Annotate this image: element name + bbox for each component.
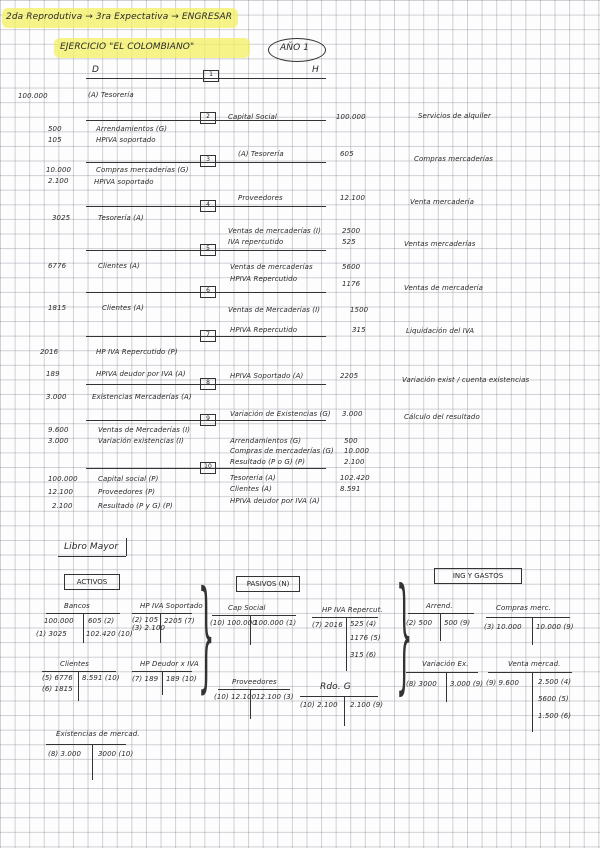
debit-account: Resultado (P y G) (P) bbox=[98, 502, 173, 510]
t-stem bbox=[346, 617, 347, 671]
t-bar bbox=[406, 672, 478, 673]
entry-number: 8 bbox=[200, 378, 216, 390]
account-name: Clientes bbox=[60, 660, 90, 668]
credit-amount: 10.000 bbox=[344, 447, 370, 455]
debit-account: Clientes (A) bbox=[98, 262, 140, 270]
debit-amount: 6776 bbox=[48, 262, 67, 270]
credit-account: Variación de Existencias (G) bbox=[230, 410, 331, 418]
debit-account: Variación existencias (I) bbox=[98, 437, 184, 445]
ledger-left: (3) 2.100 bbox=[132, 624, 166, 632]
col-d-label: D bbox=[92, 65, 100, 75]
t-bar bbox=[46, 744, 126, 745]
entry-number: 10 bbox=[200, 462, 216, 474]
t-stem bbox=[78, 671, 79, 701]
ledger-left: (2) 105 bbox=[132, 616, 159, 624]
t-stem bbox=[440, 613, 441, 641]
ledger-left: (7) 189 bbox=[132, 675, 159, 683]
side-note: Servicios de alquiler bbox=[418, 112, 491, 120]
ledger-right: 8.591 (10) bbox=[82, 674, 120, 682]
credit-amount: 2205 bbox=[340, 372, 359, 380]
ledger-left: (9) 9.600 bbox=[486, 679, 520, 687]
t-bar bbox=[486, 617, 570, 618]
credit-amount: 2500 bbox=[342, 227, 361, 235]
credit-amount: 1176 bbox=[342, 280, 361, 288]
t-stem bbox=[532, 617, 533, 645]
t-bar bbox=[132, 613, 192, 614]
ledger-left: (10) 2.100 bbox=[300, 701, 338, 709]
ledger-right: 1.500 (6) bbox=[538, 712, 572, 720]
t-bar bbox=[408, 613, 474, 614]
ledger-title: Libro Mayor bbox=[64, 542, 119, 552]
side-note: Cálculo del resultado bbox=[404, 413, 480, 421]
credit-account: IVA repercutido bbox=[228, 238, 284, 246]
entry-number: 6 bbox=[200, 286, 216, 298]
ledger-left: (8) 3000 bbox=[406, 680, 437, 688]
ledger-right: 189 (10) bbox=[166, 675, 197, 683]
debit-amount: 2.100 bbox=[48, 177, 69, 185]
ledger-right: 2.100 (9) bbox=[350, 701, 384, 709]
credit-amount: 102.420 bbox=[340, 474, 370, 482]
debit-account: HP IVA Repercutido (P) bbox=[96, 348, 178, 356]
side-note: Ventas de mercadería bbox=[404, 284, 484, 292]
entry-number: 5 bbox=[200, 244, 216, 256]
debit-amount: 1815 bbox=[48, 304, 67, 312]
debit-amount: 2016 bbox=[40, 348, 59, 356]
account-name: Bancos bbox=[64, 602, 90, 610]
debit-amount: 12.100 bbox=[48, 488, 74, 496]
ledger-right: 525 (4) bbox=[350, 620, 377, 628]
ledger-left: (3) 10.000 bbox=[484, 623, 522, 631]
credit-account: Arrendamientos (G) bbox=[230, 437, 302, 445]
t-bar bbox=[488, 672, 572, 673]
debit-amount: 2.100 bbox=[52, 502, 73, 510]
credit-account: Ventas de mercaderías bbox=[230, 263, 313, 271]
credit-account: Capital Social bbox=[228, 113, 277, 121]
credit-amount: 315 bbox=[352, 326, 366, 334]
account-name: Cap Social bbox=[228, 604, 266, 612]
debit-account: Proveedores (P) bbox=[98, 488, 156, 496]
debit-account: Tesorería (A) bbox=[98, 214, 144, 222]
account-name: Variación Ex. bbox=[422, 660, 469, 668]
account-name: Rdo. G bbox=[320, 682, 351, 692]
ledger-right: 2.500 (4) bbox=[538, 678, 572, 686]
side-note: Ventas mercaderías bbox=[404, 240, 476, 248]
ledger-right: 2205 (7) bbox=[164, 617, 195, 625]
debit-amount: 189 bbox=[46, 370, 60, 378]
credit-amount: 3.000 bbox=[342, 410, 363, 418]
t-bar bbox=[312, 617, 378, 618]
credit-account: HPIVA deudor por IVA (A) bbox=[230, 497, 320, 505]
debit-account: HPIVA soportado bbox=[94, 178, 154, 186]
ledger-right: 10.000 (9) bbox=[536, 623, 574, 631]
ledger-left: (5) 6776 bbox=[42, 674, 73, 682]
t-bar bbox=[42, 671, 116, 672]
debit-amount: 3.000 bbox=[48, 437, 69, 445]
account-name: Arrend. bbox=[426, 602, 453, 610]
ledger-right: 100.000 (1) bbox=[254, 619, 297, 627]
col-h-label: H bbox=[312, 65, 319, 75]
debit-amount: 500 bbox=[48, 125, 62, 133]
debit-amount: 100.000 bbox=[18, 92, 48, 100]
t-stem bbox=[532, 672, 533, 732]
credit-account: (A) Tesorería bbox=[238, 150, 284, 158]
credit-amount: 5600 bbox=[342, 263, 361, 271]
account-name: HP Deudor x IVA bbox=[140, 660, 199, 668]
ledger-left: (8) 3.000 bbox=[48, 750, 82, 758]
debit-account: Compras mercaderías (G) bbox=[96, 166, 189, 174]
debit-amount: 9.600 bbox=[48, 426, 69, 434]
exercise-title: EJERCICIO "EL COLOMBIANO" bbox=[60, 42, 195, 52]
debit-account: Existencias Mercaderías (A) bbox=[92, 393, 192, 401]
t-bar bbox=[300, 696, 378, 697]
t-stem bbox=[344, 696, 345, 726]
credit-amount: 2.100 bbox=[344, 458, 365, 466]
t-bar bbox=[218, 689, 290, 690]
entry-number: 7 bbox=[200, 330, 216, 342]
ledger-right: 500 (9) bbox=[444, 619, 471, 627]
credit-account: Tesorería (A) bbox=[230, 474, 276, 482]
credit-amount: 500 bbox=[344, 437, 358, 445]
credit-amount: 1500 bbox=[350, 306, 369, 314]
account-name: Proveedores bbox=[232, 678, 277, 686]
debit-account: (A) Tesorería bbox=[88, 91, 134, 99]
ledger-left: (10) 100.000 bbox=[210, 619, 257, 627]
ledger-right: 315 (6) bbox=[350, 651, 377, 659]
entry-number: 9 bbox=[200, 414, 216, 426]
group-activos: ACTIVOS bbox=[64, 574, 120, 590]
credit-amount: 605 bbox=[340, 150, 354, 158]
header-title-line: 2da Reprodutiva → 3ra Expectativa → ENGRESAR bbox=[6, 12, 233, 22]
credit-account: Compras de mercaderías (G) bbox=[230, 447, 334, 455]
account-name: Compras merc. bbox=[496, 604, 551, 612]
ledger-title-underline bbox=[58, 556, 126, 557]
debit-amount: 10.000 bbox=[46, 166, 72, 174]
account-name: HP IVA Soportado bbox=[140, 602, 203, 610]
debit-account: HPIVA deudor por IVA (A) bbox=[96, 370, 186, 378]
ledger-right: 12.100 (3) bbox=[256, 693, 294, 701]
t-stem bbox=[162, 671, 163, 695]
ledger-title-mark bbox=[126, 538, 127, 556]
ledger-right: 3.000 (9) bbox=[450, 680, 484, 688]
ledger-left: (6) 1815 bbox=[42, 685, 73, 693]
credit-account: HPIVA Repercutido bbox=[230, 275, 298, 283]
side-note: Compras mercaderías bbox=[414, 155, 494, 163]
brace-left: } bbox=[198, 570, 215, 708]
group-pasivos: PASIVOS (N) bbox=[236, 576, 300, 592]
debit-amount: 100.000 bbox=[48, 475, 78, 483]
credit-amount: 8.591 bbox=[340, 485, 361, 493]
account-name: Venta mercad. bbox=[508, 660, 561, 668]
ledger-right: 3000 (10) bbox=[98, 750, 134, 758]
debit-account: HPIVA soportado bbox=[96, 136, 156, 144]
brace-right: } bbox=[396, 566, 413, 710]
ledger-left: (2) 500 bbox=[406, 619, 433, 627]
debit-amount: 3025 bbox=[52, 214, 71, 222]
debit-amount: 105 bbox=[48, 136, 62, 144]
t-stem bbox=[92, 744, 93, 780]
credit-account: HPIVA Repercutido bbox=[230, 326, 298, 334]
credit-account: Ventas de Mercaderías (I) bbox=[228, 306, 321, 314]
ledger-right: 5600 (5) bbox=[538, 695, 569, 703]
debit-account: Capital social (P) bbox=[98, 475, 159, 483]
ledger-left: 100.000 bbox=[44, 617, 74, 625]
entry-number: 3 bbox=[200, 155, 216, 167]
credit-account: Clientes (A) bbox=[230, 485, 272, 493]
ledger-left: (7) 2016 bbox=[312, 621, 343, 629]
t-stem bbox=[83, 613, 84, 643]
ledger-left: (1) 3025 bbox=[36, 630, 67, 638]
credit-account: HPIVA Soportado (A) bbox=[230, 372, 304, 380]
account-name: HP IVA Repercut. bbox=[322, 606, 383, 614]
debit-account: Arrendamientos (G) bbox=[96, 125, 168, 133]
credit-amount: 12.100 bbox=[340, 194, 366, 202]
side-note: Variación exist / cuenta existencias bbox=[402, 376, 530, 384]
credit-account: Ventas de mercaderías (I) bbox=[228, 227, 321, 235]
credit-amount: 525 bbox=[342, 238, 356, 246]
side-note: Liquidación del IVA bbox=[406, 327, 475, 335]
year-label: AÑO 1 bbox=[280, 43, 310, 53]
t-bar bbox=[212, 615, 296, 616]
ledger-right: 605 (2) bbox=[88, 617, 115, 625]
entry-number: 1 bbox=[203, 70, 219, 82]
ledger-right: 102.420 (10) bbox=[86, 630, 133, 638]
side-note: Venta mercadería bbox=[410, 198, 474, 206]
credit-account: Resultado (P o G) (P) bbox=[230, 458, 306, 466]
account-name: Existencias de mercad. bbox=[56, 730, 140, 738]
debit-account: Ventas de Mercaderías (I) bbox=[98, 426, 191, 434]
group-ingresos-gastos: ING Y GASTOS bbox=[434, 568, 522, 584]
credit-amount: 100.000 bbox=[336, 113, 366, 121]
entry-number: 2 bbox=[200, 112, 216, 124]
ledger-right: 1176 (5) bbox=[350, 634, 381, 642]
credit-account: Proveedores bbox=[238, 194, 283, 202]
debit-account: Clientes (A) bbox=[102, 304, 144, 312]
entry-number: 4 bbox=[200, 200, 216, 212]
debit-amount: 3.000 bbox=[46, 393, 67, 401]
ledger-left: (10) 12.100 bbox=[214, 693, 257, 701]
t-stem bbox=[446, 672, 447, 702]
